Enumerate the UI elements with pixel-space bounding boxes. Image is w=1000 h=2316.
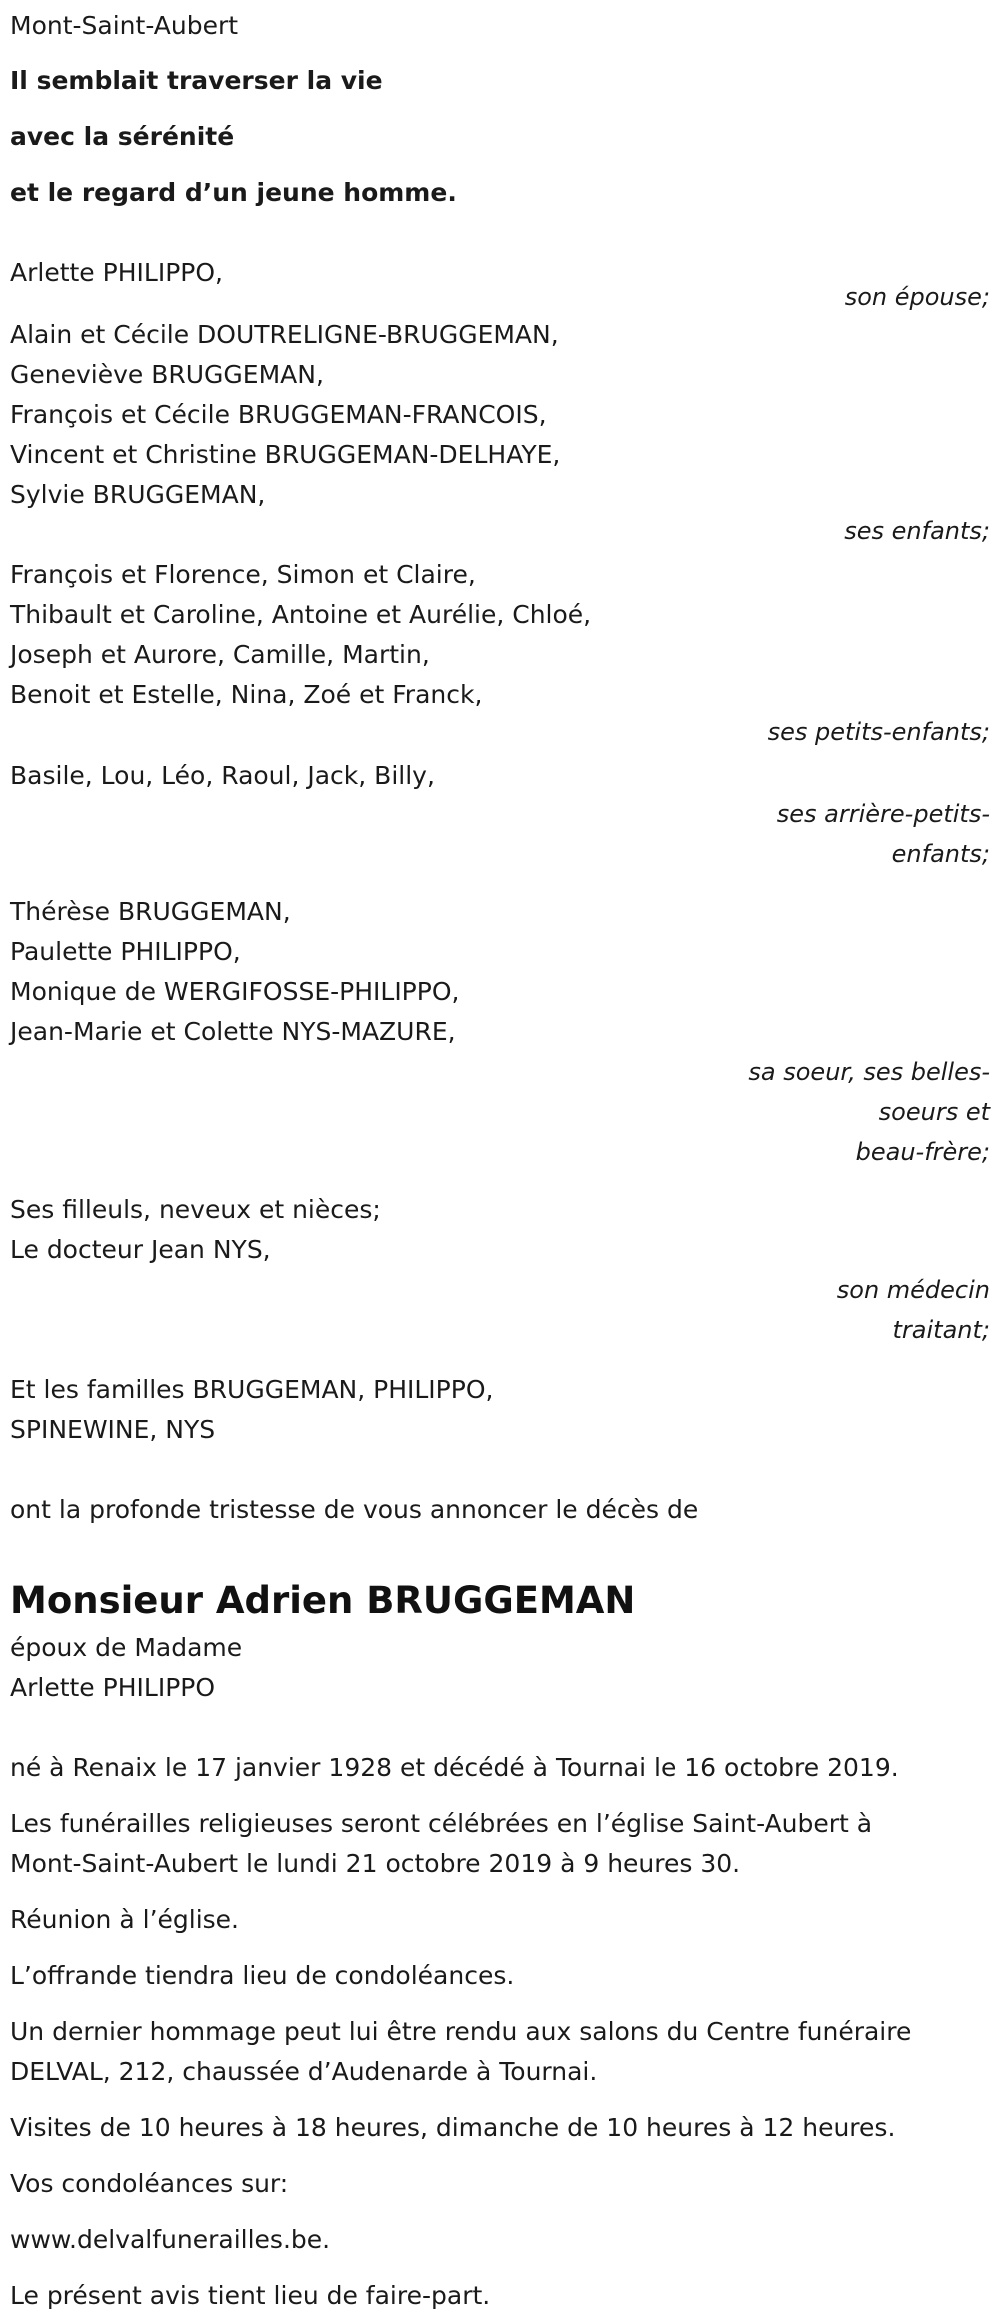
paragraph-line: Vos condoléances sur: xyxy=(10,2169,289,2198)
quote-line: Il semblait traverser la vie xyxy=(10,66,383,95)
family-group-children xyxy=(10,315,990,551)
website-link[interactable]: www.delvalfunerailles.be. xyxy=(10,2225,331,2254)
family-line: François et Florence, Simon et Claire, xyxy=(10,560,476,589)
family-role xyxy=(730,794,990,874)
deceased-spouse xyxy=(10,1628,990,1708)
paragraph-line: Mont-Saint-Aubert le lundi 21 octobre 2019 à 9 heures 30. xyxy=(10,1849,741,1878)
family-group-grandchildren xyxy=(10,555,990,752)
paragraph-line: Le présent avis tient lieu de faire-part. xyxy=(10,2281,491,2310)
family-role-line: son médecin xyxy=(836,1276,990,1304)
obituary-notice xyxy=(0,6,1000,2316)
family-role: ses enfants; xyxy=(844,517,990,545)
quote-line: avec la sérénité xyxy=(10,122,235,151)
family-role: son épouse; xyxy=(844,283,990,311)
family-line: Basile, Lou, Léo, Raoul, Jack, Billy, xyxy=(10,761,435,790)
family-role: ses petits-enfants; xyxy=(767,718,990,746)
deceased-name: Monsieur Adrien BRUGGEMAN xyxy=(10,1579,636,1622)
family-line: Geneviève BRUGGEMAN, xyxy=(10,360,324,389)
family-line: Joseph et Aurore, Camille, Martin, xyxy=(10,640,430,669)
family-line: Jean-Marie et Colette NYS-MAZURE, xyxy=(10,1017,456,1046)
family-role-line: ses arrière-petits- xyxy=(776,800,990,828)
family-line: Thibault et Caroline, Antoine et Aurélie, Chloé, xyxy=(10,600,592,629)
family-line: Monique de WERGIFOSSE-PHILIPPO, xyxy=(10,977,460,1006)
family-role-line: sa soeur, ses belles- xyxy=(748,1058,990,1086)
family-group-spouse xyxy=(10,253,990,317)
family-group-families xyxy=(10,1370,990,1450)
funeral-paragraph xyxy=(10,1804,990,1884)
family-line: Thérèse BRUGGEMAN, xyxy=(10,897,291,926)
family-role-line: beau-frère; xyxy=(855,1138,990,1166)
paragraph-line: Visites de 10 heures à 18 heures, dimanche de 10 heures à 12 heures. xyxy=(10,2113,896,2142)
website-paragraph xyxy=(10,2220,990,2260)
family-role-line: soeurs et xyxy=(878,1098,990,1126)
family-line: Le docteur Jean NYS, xyxy=(10,1235,271,1264)
paragraph-line: né à Renaix le 17 janvier 1928 et décédé à Tournai le 16 octobre 2019. xyxy=(10,1753,899,1782)
family-group-siblings xyxy=(10,892,990,1172)
quote-line: et le regard d’un jeune homme. xyxy=(10,178,457,207)
birth-death-paragraph xyxy=(10,1748,990,1788)
family-line: Sylvie BRUGGEMAN, xyxy=(10,480,266,509)
spouse-line: Arlette PHILIPPO xyxy=(10,1673,216,1702)
family-line: Benoit et Estelle, Nina, Zoé et Franck, xyxy=(10,680,483,709)
family-role-line: traitant; xyxy=(892,1316,990,1344)
paragraph-line: Réunion à l’église. xyxy=(10,1905,240,1934)
announcement-text: ont la profonde tristesse de vous annoncer le décès de xyxy=(10,1495,699,1524)
family-role xyxy=(730,1270,990,1350)
family-line: Vincent et Christine BRUGGEMAN-DELHAYE, xyxy=(10,440,561,469)
family-line: François et Cécile BRUGGEMAN-FRANCOIS, xyxy=(10,400,547,429)
epigraph-quote xyxy=(10,61,990,213)
family-line: Paulette PHILIPPO, xyxy=(10,937,241,966)
paragraph-line: DELVAL, 212, chaussée d’Audenarde à Tournai. xyxy=(10,2057,598,2086)
family-line: Ses filleuls, neveux et nièces; xyxy=(10,1195,381,1224)
offering-paragraph xyxy=(10,1956,990,1996)
family-line: Arlette PHILIPPO, xyxy=(10,258,223,287)
condolences-paragraph xyxy=(10,2164,990,2204)
visits-paragraph xyxy=(10,2108,990,2148)
family-line: SPINEWINE, NYS xyxy=(10,1415,216,1444)
family-group-great-grandchildren xyxy=(10,756,990,874)
paragraph-line: L’offrande tiendra lieu de condoléances. xyxy=(10,1961,515,1990)
paragraph-line: Les funérailles religieuses seront célébrées en l’église Saint-Aubert à xyxy=(10,1809,873,1838)
meeting-paragraph xyxy=(10,1900,990,1940)
paragraph-line: Un dernier hommage peut lui être rendu aux salons du Centre funéraire xyxy=(10,2017,912,2046)
family-line: Alain et Cécile DOUTRELIGNE-BRUGGEMAN, xyxy=(10,320,559,349)
notice-paragraph xyxy=(10,2276,990,2316)
place-name: Mont-Saint-Aubert xyxy=(10,11,239,40)
family-role-line: enfants; xyxy=(891,840,990,868)
family-role xyxy=(730,1052,990,1172)
tribute-paragraph xyxy=(10,2012,990,2092)
spouse-line: époux de Madame xyxy=(10,1633,243,1662)
family-line: Et les familles BRUGGEMAN, PHILIPPO, xyxy=(10,1375,494,1404)
family-group-others xyxy=(10,1190,990,1350)
